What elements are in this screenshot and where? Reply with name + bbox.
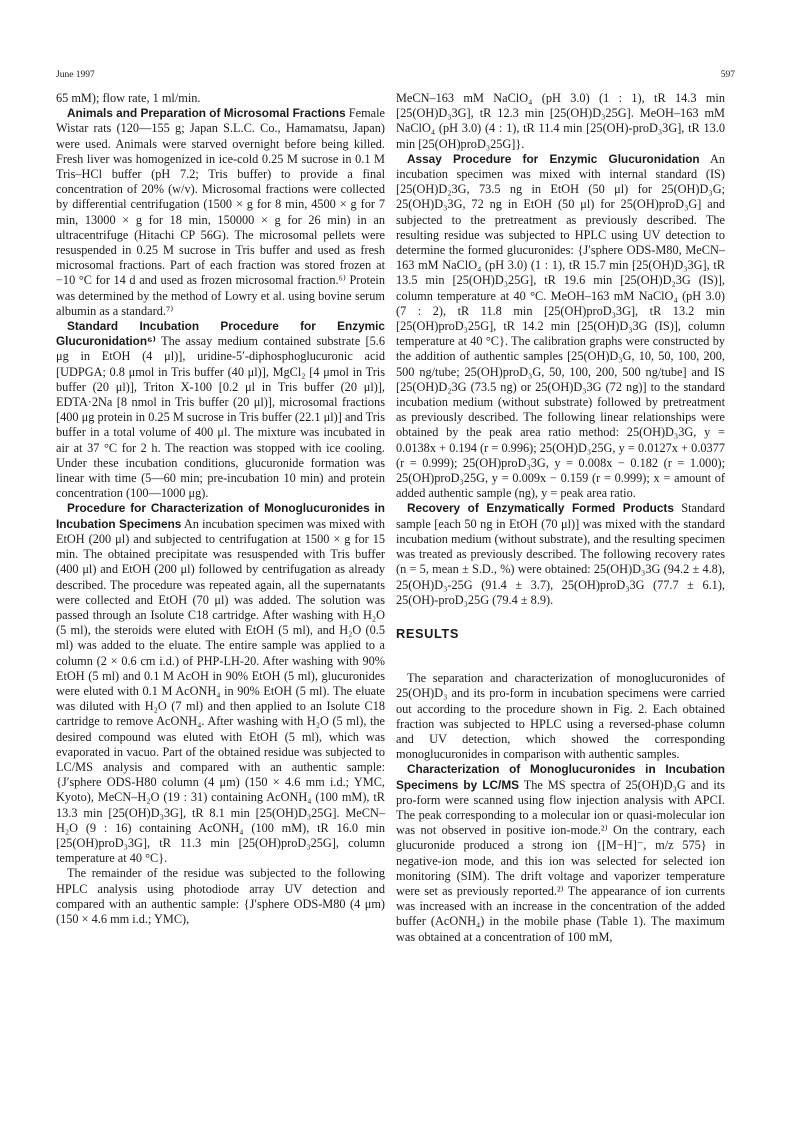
paragraph-text: An incubation specimen was mixed with EtOH (200 μl) and subjected to centrifugation at 1500 × g for 15 min. The obtained precipitate was resuspended with Tris buffer (400 μl) and EtOH (200 μl) followed by centrifugation as already described. The procedure was repeated again, all the supernatants were collected and EtOH (70 μl) was added. The solution was passed through an Isolute C18 cartridge. After washing with H₂O (5 ml), the steroids were eluted with EtOH (5 ml), and H₂O (0.5 ml) was added to the eluate. The entire sample was applied to a column (2 × 0.6 cm i.d.) of PHP-LH-20. After washing with 90% EtOH (5 ml) and 0.1 M AcOH in 90% EtOH (5 ml), glucuronides were eluted with 0.1 M AcONH₄ in 90% EtOH (5 ml). The eluate was diluted with H₂O (7 ml) and then applied to an Isolute C18 cartridge to remove AcONH₄. After washing with H₂O (5 ml), the desired compound was eluted with EtOH (5 ml), which was evaporated in vacuo. Part of the obtained residue was subjected to LC/MS analysis and compared with an authentic sample: {J′sphere ODS-H80 column (4 μm) (150 × 4.6 mm i.d.; YMC, Kyoto), MeCN–H₂O (19 : 31) containing AcONH₄ (100 mM), tR 13.3 min [25(OH)D₃3G], tR 8.1 min [25(OH)D₃25G]. MeCN–H₂O (9 : 16) containing AcONH₄ (100 mM), tR 16.0 min [25(OH)proD₃3G], tR 11.3 min [25(OH)proD₃25G], column temperature at 40 °C}.: [56, 516, 385, 866]
paragraph-text: Standard sample [each 50 ng in EtOH (70 μl)] was mixed with the standard incubation medium (without substrate), and the resulting specimen was treated as previously described. The following recovery rates (n = 5, mean ± S.D., %) were obtained: 25(OH)D₃3G (94.2 ± 4.8), 25(OH)D₃-25G (91.4 ± 3.7), 25(OH)proD₃3G (77.7 ± 6.1), 25(OH)-proD₃25G (79.4 ± 8.9).: [396, 501, 725, 607]
paragraph-heading: Assay Procedure for Enzymic Glucuronidation: [407, 151, 700, 166]
paragraph-text: An incubation specimen was mixed with internal standard (IS) [25(OH)D₂3G, 73.5 ng in EtOH (50 μl) for 25(OH)D₃G; 25(OH)D₃3G, 72 ng in EtOH (50 μl) for 25(OH)proD₃G] and subjected to the pretreatment as previously described. The resulting residue was subjected to HPLC using UV detection to determine the formed glucuronides: {J′sphere ODS-M80, MeCN–163 mM NaClO₄ (pH 3.0) (1 : 1), tR 15.7 min [25(OH)D₃3G], tR 13.5 min [25(OH)D₃25G], tR 19.6 min [25(OH)D₂3G (IS)], column temperature at 40 °C. MeOH–163 mM NaClO₄ (pH 3.0) (7 : 2), tR 11.8 min [25(OH)proD₃3G], tR 13.2 min [25(OH)proD₃25G], tR 14.2 min [25(OH)D₃3G (IS)], column temperature at 40 °C}. The calibration graphs were constructed by the addition of authentic samples [25(OH)D₃G, 10, 50, 100, 200, 500 ng/tube; 25(OH)proD₃G, 50, 100, 200, 500 ng/tube] and IS [25(OH)D₂3G (73.5 ng) or 25(OH)D₃3G (72 ng)] to the standard incubation medium (without substrate) followed by pretreatment as previously described. The following linear relationships were obtained by the peak area ratio method: 25(OH)D₃3G, y = 0.0138x + 0.194 (r = 0.996); 25(OH)D₃25G, y = 0.0127x + 0.0377 (r = 0.999); 25(OH)proD₃3G, y = 0.008x − 0.182 (r = 1.000); 25(OH)proD₃25G, y = 0.009x − 0.159 (r = 0.999); x = amount of added authentic sample (ng), y = peak area ratio.: [396, 151, 725, 501]
page-number: 597: [720, 70, 735, 80]
left-text-column: [56, 91, 385, 927]
paragraph-heading: Characterization of Monoglucuronides in Incubation Specimens by LC/MS: [396, 762, 725, 792]
paragraph-text: The assay medium contained substrate [5.6 μg in EtOH (4 μl)], uridine-5′-diphosphoglucuronic acid [UDPGA; 0.8 μmol in Tris buffer (40 μl)], MgCl₂ [4 μmol in Tris buffer (20 μl)], Triton X-100 [0.2 μl in Tris buffer (20 μl)], EDTA·2Na [8 nmol in Tris buffer (20 μl)], microsomal fractions [400 μg protein in 0.25 M sucrose in Tris buffer (22.1 μl)] and Tris buffer in a total volume of 400 μl. The mixture was incubated in air at 37 °C for 2 h. The reaction was stopped with ice cooling. Under these incubation conditions, glucuronide formation was linear with time (5—60 min; pre-incubation 10 min) and protein concentration (100—1000 μg).: [56, 334, 385, 501]
paragraph-heading: Standard Incubation Procedure for Enzymic Glucuronidation⁶⁾: [56, 319, 385, 349]
paragraph-text: Female Wistar rats (120—155 g; Japan S.L.C. Co., Hamamatsu, Japan) were used. Animals were starved overnight before being killed. Fresh liver was homogenized in ice-cold 0.25 M sucrose in 0.1 M Tris–HCl buffer (pH 7.2; Tris buffer) to provide a final concentration of 20% (w/v). Microsomal fractions were collected by differential centrifugation (1500 × g for 8 min, 4500 × g for 7 min, 13000 × g for 18 min, 150000 × g for 26 min) in an ultracentrifuge (Hitachi CP 56G). The microsomal pellets were resuspended in 0.25 M sucrose in Tris buffer and used as fresh microsomal fractions. Part of each fraction was stored frozen at −10 °C for 14 d and used as frozen microsomal fraction.⁶⁾ Protein was determined by the method of Lowry et al. using bovine serum albumin as a standard.⁷⁾: [56, 106, 385, 318]
paragraph-heading: Recovery of Enzymatically Formed Products: [407, 501, 674, 516]
running-header-date: June 1997: [56, 70, 95, 80]
paragraph-text: 65 mM); flow rate, 1 ml/min.: [56, 91, 201, 105]
paragraph: [56, 91, 385, 106]
paragraph: [396, 152, 725, 502]
paragraph: [396, 91, 725, 152]
paragraph-text: The separation and characterization of monoglucuronides of 25(OH)D₃ and its pro-form in incubation specimens were carried out according to the procedure shown in Fig. 2. Each obtained fraction was subjected to HPLC using a reversed-phase column and UV detection, which showed the corresponding monoglucuronides in comparison with authentic samples.: [396, 671, 725, 762]
paragraph: [396, 762, 725, 944]
paragraph: [56, 319, 385, 501]
paragraph-heading: Procedure for Characterization of Monoglucuronides in Incubation Specimens: [56, 501, 385, 531]
paragraph: [396, 501, 725, 607]
paragraph: [56, 501, 385, 866]
paragraph: [396, 671, 725, 762]
right-text-column: [396, 91, 725, 945]
paragraph-text: The MS spectra of 25(OH)D₃G and its pro-form were scanned using flow injection analysis with APCI. The peak corresponding to a molecular ion or quasi-molecular ion was not observed in positive ion-mode.²⁾ On the contrary, each glucuronide produced a strong ion {[M−H]⁻, m/z 575} in negative-ion mode, and this ion was selected for selected ion monitoring (SIM). The drift voltage and vaporizer temperature were set as previously reported.²⁾ The appearance of ion currents was increased with an increase in the concentration of the added buffer (AcONH₄) in the mobile phase (Table 1). The maximum was obtained at a concentration of 100 mM,: [396, 777, 725, 944]
paragraph-heading: Animals and Preparation of Microsomal Fractions: [67, 106, 346, 121]
paragraph-text: The remainder of the residue was subjected to the following HPLC analysis using photodiode array UV detection and compared with an authentic sample: {J′sphere ODS-M80 (4 μm) (150 × 4.6 mm i.d.; YMC),: [56, 866, 385, 926]
paragraph: [56, 106, 385, 319]
paragraph: [56, 866, 385, 927]
section-title: RESULTS: [396, 625, 459, 641]
paragraph-text: MeCN–163 mM NaClO₄ (pH 3.0) (1 : 1), tR 14.3 min [25(OH)D₃3G], tR 12.3 min [25(OH)D₃25G]. MeOH–163 mM NaClO₄ (pH 3.0) (4 : 1), tR 11.4 min [25(OH)-proD₃3G], tR 13.0 min [25(OH)proD₃25G]}.: [396, 91, 725, 151]
